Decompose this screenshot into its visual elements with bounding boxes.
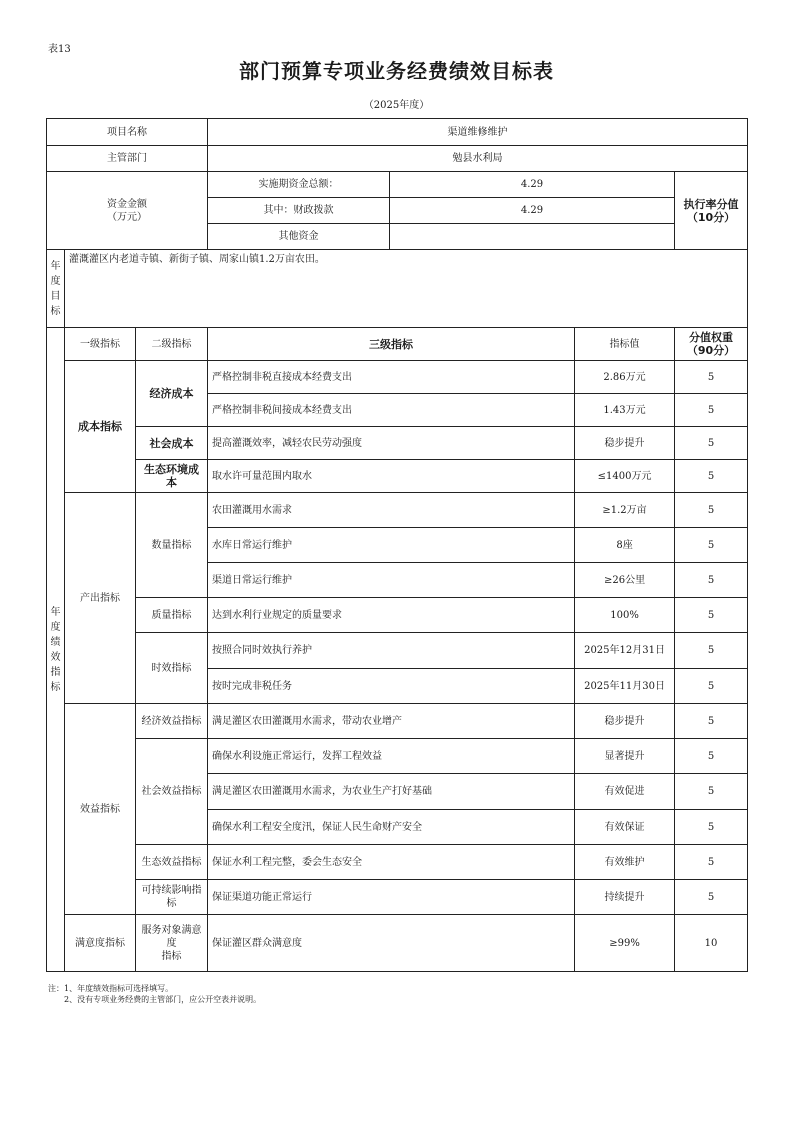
subgroup-sustain: 可持续影响指标 <box>136 880 208 915</box>
indicator-weight: 5 <box>675 361 748 394</box>
subgroup-social-cost: 社会成本 <box>136 427 208 460</box>
fiscal-funds-label: 其中：财政拨款 <box>208 198 390 224</box>
total-funds-label: 实施期资金总额： <box>208 172 390 198</box>
year-label: （2025年度） <box>363 100 430 111</box>
table-row <box>47 460 748 493</box>
indicator-value: 稳步提升 <box>575 704 675 739</box>
indicator-name: 满足灌区农田灌溉用水需求，为农业生产打好基础 <box>208 774 575 810</box>
col-level1-header: 一级指标 <box>65 328 136 361</box>
indicator-name: 提高灌溉效率，减轻农民劳动强度 <box>208 427 575 460</box>
indicator-weight: 5 <box>675 598 748 633</box>
indicator-value: ≥26公里 <box>575 563 675 598</box>
subgroup-timeliness: 时效指标 <box>136 633 208 704</box>
subgroup-social-benefit: 社会效益指标 <box>136 739 208 845</box>
performance-table <box>46 118 748 972</box>
indicator-weight: 5 <box>675 394 748 427</box>
table-row <box>47 493 748 528</box>
page-title: 部门预算专项业务经费绩效目标表 <box>239 59 554 83</box>
indicator-weight: 5 <box>675 528 748 563</box>
table-row <box>47 598 748 633</box>
table-row <box>47 704 748 739</box>
col-weight-header: 分值权重 （90分） <box>675 328 748 361</box>
table-row <box>47 427 748 460</box>
indicator-name: 渠道日常运行维护 <box>208 563 575 598</box>
table-row <box>47 845 748 880</box>
group-cost: 成本指标 <box>65 361 136 493</box>
table-row <box>47 361 748 394</box>
indicator-weight: 5 <box>675 493 748 528</box>
table-row <box>47 250 748 328</box>
annual-goal-text: 灌溉灌区内老道寺镇、新街子镇、周家山镇1.2万亩农田。 <box>65 250 748 328</box>
table-row <box>47 880 748 915</box>
group-output: 产出指标 <box>65 493 136 704</box>
col-level2-header: 二级指标 <box>136 328 208 361</box>
table-row <box>47 915 748 972</box>
footnote: 注：1、年度绩效指标可选择填写。 <box>48 984 174 993</box>
indicator-name: 确保水利设施正常运行，发挥工程效益 <box>208 739 575 774</box>
indicator-value: 1.43万元 <box>575 394 675 427</box>
indicator-value: 显著提升 <box>575 739 675 774</box>
indicator-weight: 5 <box>675 774 748 810</box>
indicator-weight: 5 <box>675 427 748 460</box>
subgroup-service-satisfaction: 服务对象满意度 指标 <box>136 915 208 972</box>
indicator-value: 有效促进 <box>575 774 675 810</box>
subgroup-quality: 质量指标 <box>136 598 208 633</box>
subgroup-economic-benefit: 经济效益指标 <box>136 704 208 739</box>
indicator-name: 取水许可量范围内取水 <box>208 460 575 493</box>
other-funds-label: 其他资金 <box>208 224 390 250</box>
subgroup-eco-cost: 生态环境成本 <box>136 460 208 493</box>
col-value-header: 指标值 <box>575 328 675 361</box>
indicator-name: 水库日常运行维护 <box>208 528 575 563</box>
project-name-label: 项目名称 <box>47 119 208 146</box>
indicator-value: 有效维护 <box>575 845 675 880</box>
indicator-name: 满足灌区农田灌溉用水需求，带动农业增产 <box>208 704 575 739</box>
indicator-name: 达到水利行业规定的质量要求 <box>208 598 575 633</box>
other-funds-value <box>390 224 675 250</box>
funds-label: 资金金额 （万元） <box>47 172 208 250</box>
indicator-name: 按时完成非税任务 <box>208 669 575 704</box>
annual-goal-label: 年度目标 <box>47 250 65 328</box>
indicator-weight: 5 <box>675 633 748 669</box>
indicator-weight: 10 <box>675 915 748 972</box>
indicator-value: 持续提升 <box>575 880 675 915</box>
indicator-name: 确保水利工程安全度汛，保证人民生命财产安全 <box>208 810 575 845</box>
indicator-name: 按照合同时效执行养护 <box>208 633 575 669</box>
indicator-value: 8座 <box>575 528 675 563</box>
table-number: 表13 <box>48 44 71 55</box>
indicator-value: ≥1.2万亩 <box>575 493 675 528</box>
indicators-side-label: 年度绩效指标 <box>47 328 65 972</box>
footnotes <box>48 983 261 1005</box>
group-satisfaction: 满意度指标 <box>65 915 136 972</box>
indicator-weight: 5 <box>675 669 748 704</box>
indicator-weight: 5 <box>675 845 748 880</box>
table-row <box>47 172 748 198</box>
indicator-value: 2025年11月30日 <box>575 669 675 704</box>
indicator-name: 严格控制非税直接成本经费支出 <box>208 361 575 394</box>
table-row <box>47 739 748 774</box>
indicator-weight: 5 <box>675 563 748 598</box>
dept-value: 勉县水利局 <box>208 146 748 172</box>
group-benefit: 效益指标 <box>65 704 136 915</box>
table-row <box>47 633 748 669</box>
indicator-weight: 5 <box>675 810 748 845</box>
indicator-value: ≥99% <box>575 915 675 972</box>
subgroup-eco-benefit: 生态效益指标 <box>136 845 208 880</box>
indicator-weight: 5 <box>675 739 748 774</box>
indicator-name: 保证渠道功能正常运行 <box>208 880 575 915</box>
table-row <box>47 146 748 172</box>
indicator-name: 保证水利工程完整，委会生态安全 <box>208 845 575 880</box>
indicator-weight: 5 <box>675 880 748 915</box>
subgroup-economic-cost: 经济成本 <box>136 361 208 427</box>
indicator-weight: 5 <box>675 704 748 739</box>
exec-rate-label: 执行率分值 （10分） <box>675 172 748 250</box>
indicator-weight: 5 <box>675 460 748 493</box>
table-row <box>47 328 748 361</box>
indicator-name: 农田灌溉用水需求 <box>208 493 575 528</box>
dept-label: 主管部门 <box>47 146 208 172</box>
indicator-value: 2025年12月31日 <box>575 633 675 669</box>
indicator-name: 保证灌区群众满意度 <box>208 915 575 972</box>
indicator-name: 严格控制非税间接成本经费支出 <box>208 394 575 427</box>
indicator-value: 有效保证 <box>575 810 675 845</box>
fiscal-funds-value: 4.29 <box>390 198 675 224</box>
indicator-value: 100% <box>575 598 675 633</box>
project-name-value: 渠道维修维护 <box>208 119 748 146</box>
col-level3-header: 三级指标 <box>208 328 575 361</box>
indicator-value: 稳步提升 <box>575 427 675 460</box>
total-funds-value: 4.29 <box>390 172 675 198</box>
indicator-value: 2.86万元 <box>575 361 675 394</box>
footnote: 2、没有专项业务经费的主管部门，应公开空表并说明。 <box>64 995 262 1004</box>
table-row <box>47 119 748 146</box>
indicator-value: ≤1400万元 <box>575 460 675 493</box>
subgroup-quantity: 数量指标 <box>136 493 208 598</box>
